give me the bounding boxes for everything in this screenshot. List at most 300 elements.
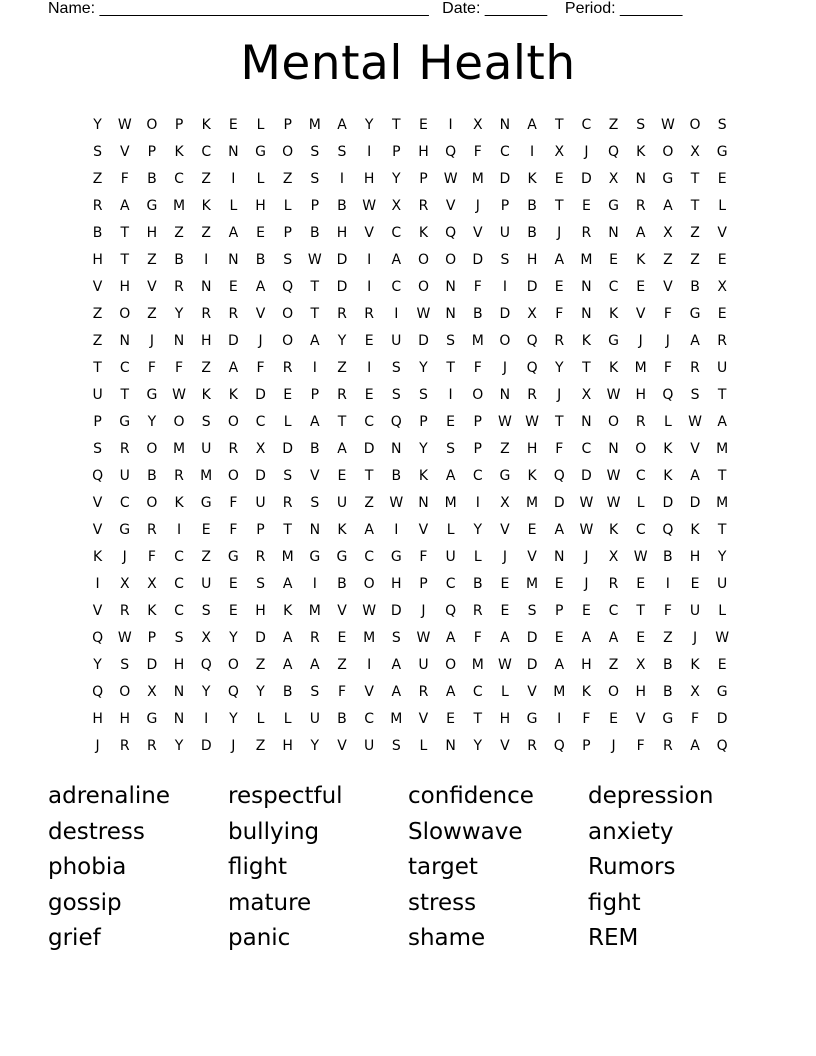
grid-letter: J — [557, 225, 562, 241]
grid-letter: W — [606, 495, 621, 511]
grid-letter: L — [501, 684, 509, 700]
grid-letter: J — [557, 387, 562, 403]
grid-letter: A — [337, 117, 347, 133]
grid-letter: A — [255, 279, 266, 295]
grid-letter: L — [718, 603, 727, 619]
grid-letter: I — [394, 522, 399, 538]
grid-letter: U — [201, 441, 212, 457]
grid-letter: I — [231, 171, 236, 187]
grid-letter: M — [471, 657, 484, 673]
grid-letter: E — [609, 711, 618, 727]
page-title: Mental Health — [240, 36, 576, 91]
grid-letter: E — [500, 576, 510, 592]
grid-letter: G — [146, 711, 158, 727]
grid-letter: D — [255, 630, 266, 646]
grid-letter: Q — [662, 387, 674, 403]
grid-letter: N — [418, 495, 429, 511]
grid-letter: D — [390, 603, 402, 619]
grid-letter: A — [391, 684, 402, 700]
grid-letter: T — [554, 117, 564, 133]
grid-row — [84, 706, 736, 733]
grid-letter: C — [635, 522, 646, 538]
grid-letter: W — [715, 630, 730, 646]
grid-row — [84, 463, 736, 490]
grid-letter: A — [445, 468, 456, 484]
grid-letter: K — [201, 117, 211, 133]
grid-letter: E — [690, 576, 700, 592]
grid-letter: I — [502, 279, 507, 295]
grid-letter: G — [526, 711, 538, 727]
grid-letter: Q — [716, 738, 728, 754]
grid-letter: E — [717, 252, 727, 268]
grid-letter: R — [527, 387, 537, 403]
grid-letter: B — [174, 252, 184, 268]
grid-letter: R — [228, 441, 239, 457]
grid-letter: Z — [608, 657, 619, 673]
grid-letter: B — [147, 171, 157, 187]
grid-letter: N — [553, 549, 565, 565]
grid-letter: U — [201, 576, 212, 592]
grid-letter: H — [282, 738, 293, 754]
grid-letter: I — [367, 252, 372, 268]
grid-letter: C — [581, 117, 592, 133]
grid-letter: D — [526, 279, 538, 295]
grid-letter: P — [419, 171, 428, 187]
grid-letter: A — [690, 333, 700, 349]
grid-letter: M — [173, 198, 186, 214]
grid-letter: G — [662, 711, 674, 727]
grid-row — [84, 112, 736, 139]
grid-letter: C — [608, 279, 619, 295]
grid-row — [84, 598, 736, 625]
grid-letter: A — [228, 225, 239, 241]
grid-row — [84, 544, 736, 571]
grid-letter: V — [92, 522, 103, 538]
grid-letter: E — [554, 171, 564, 187]
grid-letter: M — [526, 495, 539, 511]
grid-letter: D — [227, 333, 239, 349]
grid-letter: B — [337, 711, 347, 727]
grid-letter: G — [499, 468, 511, 484]
grid-letter: W — [606, 468, 621, 484]
grid-letter: E — [717, 171, 727, 187]
grid-letter: R — [309, 630, 320, 646]
grid-letter: D — [336, 279, 348, 295]
grid-letter: W — [525, 414, 539, 430]
grid-letter: O — [635, 441, 647, 457]
grid-letter: H — [173, 657, 185, 673]
grid-letter: Q — [200, 657, 212, 673]
grid-letter: V — [690, 441, 700, 457]
grid-row — [84, 409, 736, 436]
grid-letter: N — [228, 144, 239, 160]
grid-row — [84, 733, 736, 760]
grid-letter: K — [337, 522, 347, 538]
grid-letter: H — [92, 711, 103, 727]
grid-letter: V — [635, 711, 646, 727]
grid-letter: R — [364, 306, 374, 322]
word-list-item: Slowwave — [408, 818, 523, 845]
grid-letter: I — [204, 711, 209, 727]
grid-letter: G — [255, 144, 266, 160]
grid-letter: Q — [92, 630, 104, 646]
grid-letter: V — [147, 279, 157, 295]
grid-letter: K — [418, 468, 429, 484]
grid-letter: S — [690, 387, 700, 403]
grid-letter: R — [662, 738, 673, 754]
grid-letter: R — [282, 360, 293, 376]
grid-letter: G — [309, 549, 321, 565]
grid-letter: B — [690, 279, 700, 295]
grid-letter: Q — [227, 684, 239, 700]
grid-row — [84, 166, 736, 193]
grid-letter: R — [174, 279, 184, 295]
grid-letter: K — [283, 603, 293, 619]
grid-letter: W — [498, 657, 512, 673]
grid-letter: H — [119, 711, 130, 727]
grid-letter: X — [717, 279, 727, 295]
grid-letter: C — [255, 414, 266, 430]
grid-letter: S — [310, 495, 320, 511]
grid-letter: J — [475, 198, 480, 214]
grid-letter: S — [446, 441, 456, 457]
grid-letter: X — [608, 171, 619, 187]
grid-letter: O — [445, 252, 457, 268]
grid-letter: E — [581, 603, 591, 619]
grid-row — [84, 328, 736, 355]
grid-letter: Y — [554, 360, 564, 376]
grid-letter: N — [581, 306, 592, 322]
grid-letter: W — [117, 117, 132, 133]
grid-letter: V — [310, 468, 320, 484]
grid-letter: E — [337, 630, 347, 646]
grid-letter: V — [364, 684, 374, 700]
word-list-item: target — [408, 854, 478, 881]
grid-letter: F — [229, 495, 238, 511]
grid-letter: X — [472, 117, 483, 133]
grid-letter: W — [443, 171, 458, 187]
grid-letter: Y — [93, 657, 102, 673]
grid-letter: T — [473, 711, 483, 727]
grid-letter: E — [228, 117, 238, 133]
grid-letter: Q — [553, 738, 565, 754]
grid-letter: K — [608, 306, 619, 322]
grid-letter: V — [119, 144, 130, 160]
grid-letter: M — [580, 252, 593, 268]
grid-letter: D — [336, 252, 348, 268]
grid-letter: Z — [500, 441, 510, 457]
header-fields — [48, 0, 748, 20]
grid-letter: R — [717, 333, 728, 349]
grid-letter: P — [555, 603, 564, 619]
grid-letter: R — [337, 306, 347, 322]
grid-letter: O — [119, 684, 131, 700]
grid-letter: L — [446, 522, 455, 538]
grid-letter: Z — [201, 171, 211, 187]
grid-letter: A — [364, 522, 374, 538]
grid-letter: B — [527, 198, 537, 214]
grid-letter: Z — [92, 306, 103, 322]
grid-letter: J — [584, 144, 589, 160]
grid-letter: L — [283, 414, 292, 430]
grid-letter: S — [93, 441, 103, 457]
grid-letter: H — [581, 657, 592, 673]
word-list-item: fight — [588, 889, 641, 916]
grid-letter: P — [582, 738, 591, 754]
grid-letter: H — [255, 603, 266, 619]
grid-letter: D — [200, 738, 212, 754]
grid-letter: O — [282, 306, 294, 322]
grid-letter: D — [662, 495, 674, 511]
grid-letter: I — [367, 657, 372, 673]
grid-letter: G — [689, 306, 701, 322]
grid-letter: B — [310, 225, 320, 241]
grid-letter: E — [364, 387, 374, 403]
grid-letter: E — [554, 630, 564, 646]
grid-letter: A — [310, 657, 320, 673]
grid-letter: B — [282, 684, 293, 700]
grid-letter: O — [227, 657, 239, 673]
grid-letter: Z — [608, 117, 619, 133]
grid-letter: G — [146, 198, 158, 214]
grid-letter: T — [690, 171, 700, 187]
grid-letter: S — [310, 684, 320, 700]
grid-letter: L — [473, 549, 482, 565]
grid-letter: W — [498, 414, 512, 430]
grid-letter: X — [608, 549, 619, 565]
grid-letter: V — [445, 198, 456, 214]
grid-letter: D — [526, 630, 538, 646]
grid-letter: O — [608, 684, 620, 700]
grid-letter: P — [283, 225, 292, 241]
grid-letter: H — [119, 279, 130, 295]
grid-letter: P — [93, 414, 102, 430]
grid-letter: Z — [174, 225, 184, 241]
grid-letter: J — [502, 549, 507, 565]
grid-letter: B — [527, 225, 537, 241]
grid-letter: D — [255, 387, 266, 403]
grid-letter: N — [445, 738, 456, 754]
grid-letter: C — [174, 603, 184, 619]
grid-letter: I — [339, 171, 345, 187]
grid-letter: O — [472, 387, 484, 403]
grid-letter: O — [608, 414, 620, 430]
grid-letter: E — [717, 306, 727, 322]
grid-letter: Y — [229, 711, 238, 727]
grid-letter: T — [120, 252, 130, 268]
grid-letter: T — [120, 225, 130, 241]
grid-row — [84, 301, 736, 328]
grid-letter: K — [174, 495, 184, 511]
grid-letter: H — [336, 225, 348, 241]
grid-letter: Z — [92, 171, 103, 187]
grid-letter: K — [418, 225, 429, 241]
grid-letter: O — [282, 144, 294, 160]
grid-letter: O — [662, 144, 674, 160]
grid-letter: N — [581, 414, 592, 430]
grid-letter: L — [256, 171, 265, 187]
grid-letter: S — [174, 630, 184, 646]
grid-letter: X — [581, 387, 592, 403]
grid-letter: H — [92, 252, 103, 268]
grid-letter: T — [392, 117, 401, 133]
grid-letter: A — [445, 684, 456, 700]
grid-letter: D — [689, 495, 701, 511]
grid-letter: M — [308, 117, 321, 133]
grid-letter: N — [200, 279, 212, 295]
grid-letter: Y — [473, 522, 483, 538]
grid-letter: X — [255, 441, 266, 457]
grid-letter: C — [391, 279, 402, 295]
grid-letter: M — [173, 441, 186, 457]
grid-letter: O — [417, 279, 429, 295]
grid-row — [84, 517, 736, 544]
grid-letter: U — [717, 576, 728, 592]
grid-letter: T — [120, 387, 130, 403]
grid-letter: N — [309, 522, 321, 538]
grid-letter: Z — [201, 225, 211, 241]
grid-letter: Z — [201, 549, 211, 565]
grid-letter: K — [527, 468, 537, 484]
grid-letter: E — [228, 576, 238, 592]
word-list-item: flight — [228, 854, 288, 881]
grid-letter: V — [418, 711, 429, 727]
grid-row — [84, 679, 736, 706]
grid-letter: J — [231, 738, 236, 754]
grid-letter: C — [608, 603, 619, 619]
grid-letter: V — [418, 522, 429, 538]
grid-letter: L — [229, 198, 238, 214]
grid-letter: L — [636, 495, 645, 511]
grid-letter: M — [553, 684, 566, 700]
grid-letter: T — [717, 387, 727, 403]
grid-letter: S — [500, 252, 510, 268]
grid-letter: C — [174, 171, 184, 187]
grid-letter: O — [282, 333, 294, 349]
grid-letter: X — [147, 576, 157, 592]
grid-letter: E — [636, 630, 646, 646]
grid-letter: W — [579, 522, 594, 538]
grid-letter: F — [473, 144, 482, 160]
grid-letter: M — [363, 630, 376, 646]
grid-letter: J — [665, 333, 670, 349]
grid-letter: L — [256, 117, 265, 133]
grid-letter: V — [500, 522, 510, 538]
grid-letter: E — [364, 333, 374, 349]
grid-letter: F — [636, 738, 645, 754]
grid-letter: G — [608, 198, 619, 214]
grid-letter: P — [310, 198, 320, 214]
grid-letter: R — [337, 387, 347, 403]
grid-letter: S — [310, 171, 320, 187]
grid-letter: T — [93, 360, 102, 376]
grid-letter: O — [445, 657, 457, 673]
grid-letter: T — [310, 279, 320, 295]
grid-letter: Y — [473, 738, 483, 754]
grid-letter: R — [147, 738, 157, 754]
grid-letter: T — [554, 198, 564, 214]
grid-letter: Z — [282, 171, 293, 187]
grid-letter: T — [690, 198, 700, 214]
grid-letter: H — [689, 549, 701, 565]
word-list-item: confidence — [408, 783, 534, 809]
grid-letter: S — [527, 603, 537, 619]
grid-letter: W — [362, 603, 377, 619]
grid-letter: Q — [390, 414, 402, 430]
grid-letter: Y — [93, 117, 102, 133]
grid-letter: O — [146, 117, 158, 133]
grid-letter: K — [228, 387, 238, 403]
grid-letter: O — [146, 495, 158, 511]
grid-row — [84, 193, 736, 220]
grid-letter: C — [364, 414, 375, 430]
grid-letter: Z — [364, 495, 374, 511]
grid-letter: N — [608, 225, 619, 241]
grid-letter: B — [663, 549, 673, 565]
grid-letter: P — [473, 441, 482, 457]
grid-letter: O — [173, 414, 185, 430]
grid-letter: N — [635, 171, 646, 187]
grid-letter: Y — [147, 414, 157, 430]
grid-letter: Y — [174, 738, 184, 754]
grid-letter: D — [581, 171, 592, 187]
grid-letter: A — [337, 441, 347, 457]
grid-letter: X — [119, 576, 130, 592]
grid-letter: B — [663, 657, 673, 673]
grid-letter: I — [367, 360, 372, 376]
grid-letter: S — [283, 468, 293, 484]
grid-letter: B — [337, 198, 347, 214]
grid-letter: Y — [174, 306, 184, 322]
grid-letter: X — [635, 657, 646, 673]
grid-letter: T — [337, 414, 347, 430]
grid-letter: A — [690, 738, 700, 754]
grid-letter: Q — [92, 468, 104, 484]
grid-letter: N — [445, 279, 456, 295]
grid-letter: Y — [310, 738, 320, 754]
grid-letter: H — [418, 144, 429, 160]
grid-letter: X — [147, 684, 157, 700]
grid-letter: Z — [201, 360, 211, 376]
grid-letter: C — [201, 144, 212, 160]
grid-letter: O — [417, 252, 429, 268]
grid-letter: T — [582, 360, 591, 376]
grid-letter: X — [663, 225, 673, 241]
grid-letter: Z — [337, 360, 347, 376]
word-list-item: REM — [588, 925, 639, 952]
grid-letter: L — [283, 711, 292, 727]
grid-letter: U — [364, 738, 375, 754]
grid-letter: A — [554, 657, 565, 673]
grid-letter: R — [92, 198, 103, 214]
grid-letter: J — [584, 549, 589, 565]
header-text: Name: _____________________________________ Date: _______ Period: _______ — [48, 0, 683, 17]
grid-letter: H — [255, 198, 266, 214]
grid-letter: C — [174, 576, 184, 592]
grid-letter: L — [419, 738, 428, 754]
grid-letter: H — [146, 225, 158, 241]
grid-letter: H — [391, 576, 402, 592]
grid-letter: G — [336, 549, 348, 565]
grid-letter: O — [119, 306, 131, 322]
grid-letter: I — [204, 252, 209, 268]
grid-letter: U — [336, 495, 348, 511]
grid-letter: F — [419, 549, 428, 565]
grid-letter: R — [608, 576, 619, 592]
grid-letter: R — [282, 495, 293, 511]
grid-row — [84, 571, 736, 598]
grid-letter: G — [662, 171, 674, 187]
